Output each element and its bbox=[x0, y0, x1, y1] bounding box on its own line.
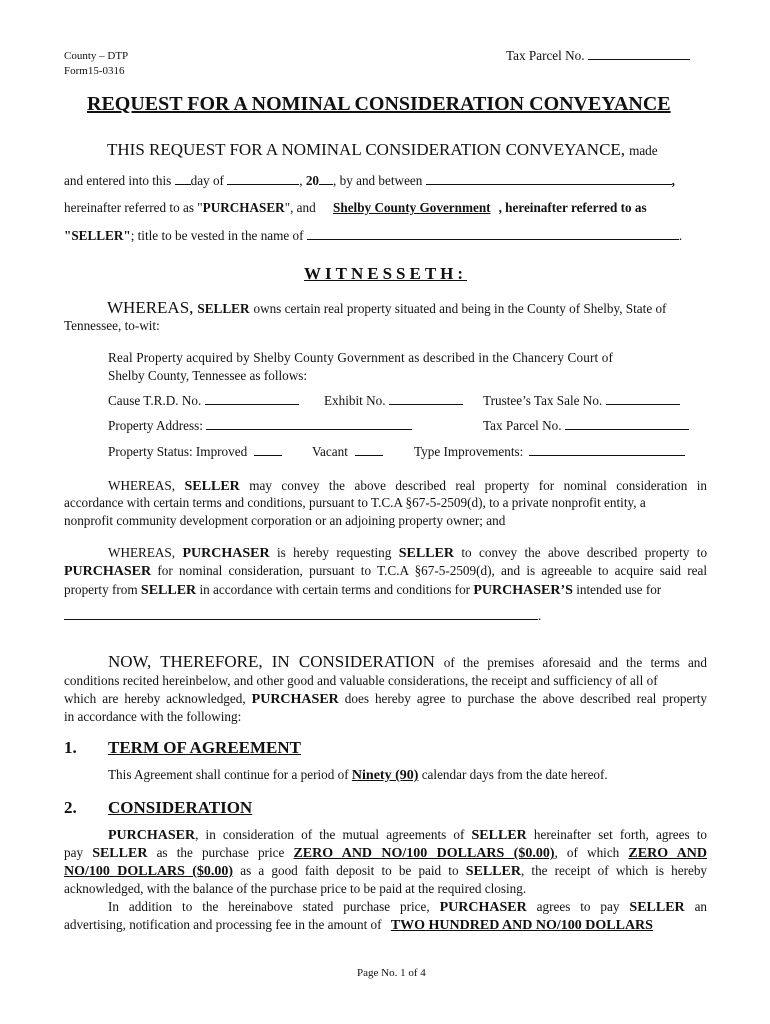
whereas1-line-2: Tennessee, to-wit: bbox=[64, 318, 160, 333]
exhibit-row bbox=[324, 393, 463, 409]
section2-line-2 bbox=[64, 845, 707, 862]
whereas3-purchasers: PURCHASER’S bbox=[473, 583, 573, 598]
intro-hereinafter: hereinafter referred to as " bbox=[64, 200, 203, 215]
purchase-price: ZERO AND NO/100 DOLLARS ($0.00) bbox=[293, 846, 555, 861]
section2-p1-b: hereinafter set forth, agrees to bbox=[533, 827, 708, 842]
intro-line-2: and entered into this day of , 20 , by and between , bbox=[64, 173, 675, 188]
whereas2-line-2: accordance with certain terms and conditions, pursuant to T.C.A §67-5-2509(d), to a private nonprofit entity, a bbox=[64, 495, 646, 510]
whereas3-purchaser: PURCHASER bbox=[182, 546, 270, 561]
now-therefore-line3-a: which are hereby acknowledged, bbox=[64, 691, 246, 706]
whereas3-line-3 bbox=[64, 582, 661, 599]
whereas3-line-2 bbox=[64, 563, 707, 580]
section2-p2-c: an bbox=[694, 899, 708, 914]
parcel-field[interactable] bbox=[565, 418, 689, 430]
section2-line-5 bbox=[108, 899, 707, 916]
whereas3-text1: is hereby requesting bbox=[276, 545, 392, 560]
witnesseth-heading: WITNESSETH: bbox=[304, 264, 468, 283]
now-therefore-rest: of the premises aforesaid and the terms and bbox=[443, 655, 707, 670]
section2-seller2: SELLER bbox=[92, 846, 148, 861]
cause-label: Cause T.R.D. No. bbox=[108, 393, 202, 408]
whereas3-seller2: SELLER bbox=[140, 583, 197, 598]
intro-entered-into: and entered into this bbox=[64, 173, 172, 188]
improvements-row bbox=[414, 444, 685, 460]
month-field[interactable] bbox=[227, 173, 299, 185]
section2-heading: CONSIDERATION bbox=[108, 798, 253, 817]
section2-purchaser: PURCHASER bbox=[108, 828, 196, 843]
page-number: Page No. 1 of 4 bbox=[357, 967, 426, 979]
whereas3-line-1 bbox=[108, 545, 707, 562]
section2-seller: SELLER bbox=[471, 828, 527, 843]
year-field[interactable] bbox=[319, 173, 333, 185]
header-tax-parcel bbox=[506, 47, 690, 64]
address-row bbox=[108, 418, 412, 434]
whereas3-lead: WHEREAS, bbox=[108, 545, 176, 560]
intro-title-vested: ; title to be vested in the name of bbox=[130, 228, 304, 243]
section1-heading: TERM OF AGREEMENT bbox=[108, 738, 301, 757]
whereas3-line3-b: in accordance with certain terms and conditions for bbox=[199, 582, 471, 597]
exhibit-label: Exhibit No. bbox=[324, 393, 386, 408]
section2-p1-a: , in consideration of the mutual agreements of bbox=[195, 827, 465, 842]
title-vested-name-field[interactable] bbox=[307, 228, 679, 240]
section2-pay: pay bbox=[64, 845, 84, 860]
vacant-label: Vacant bbox=[312, 444, 348, 459]
intro-seller-quote: "SELLER" bbox=[64, 228, 131, 243]
whereas3-line3-a: property from bbox=[64, 582, 138, 597]
parcel-label: Tax Parcel No. bbox=[483, 418, 562, 433]
whereas3-text2: to convey the above described property to bbox=[461, 545, 708, 560]
intro-line-3 bbox=[64, 200, 647, 216]
section2-as-price: as the purchase price bbox=[156, 845, 285, 860]
section2-seller3: SELLER bbox=[465, 864, 521, 879]
trustee-label: Trustee’s Tax Sale No. bbox=[483, 393, 603, 408]
purchaser-name-field[interactable] bbox=[426, 173, 672, 185]
intended-use-field[interactable] bbox=[64, 608, 538, 620]
whereas1-rest: owns certain real property situated and being in the County of Shelby, State of bbox=[253, 301, 667, 316]
whereas1-line-1 bbox=[107, 298, 666, 318]
cause-field[interactable] bbox=[205, 393, 299, 405]
whereas2-lead: WHEREAS, bbox=[108, 478, 176, 493]
section2-p2-a: In addition to the hereinabove stated purchase price, bbox=[108, 899, 430, 914]
status-row bbox=[108, 444, 282, 460]
section2-fee-text: advertising, notification and processing fee in the amount of bbox=[64, 917, 382, 932]
whereas3-line2-rest: for nominal consideration, pursuant to T.C.A §67-5-2509(d), and is agreeable to acquire said real bbox=[157, 563, 707, 578]
section2-deposit-text: as a good faith deposit to be paid to bbox=[240, 863, 459, 878]
section2-line-1 bbox=[108, 827, 707, 844]
whereas2-seller: SELLER bbox=[184, 479, 240, 494]
cause-row bbox=[108, 393, 299, 409]
section2-deposit-text2: , the receipt of which is hereby bbox=[520, 863, 708, 878]
deposit-amount-part1: ZERO AND bbox=[628, 846, 707, 861]
seller-name: Shelby County Government bbox=[333, 200, 491, 215]
section2-line-4: acknowledged, with the balance of the purchase price to be paid at the required closing. bbox=[64, 881, 527, 896]
property-desc-line-2: Shelby County, Tennessee as follows: bbox=[108, 368, 308, 383]
section2-line-3 bbox=[64, 863, 707, 880]
trustee-field[interactable] bbox=[606, 393, 680, 405]
intro-hereinafter-2: , hereinafter referred to as bbox=[498, 200, 647, 215]
header-tax-parcel-field[interactable] bbox=[588, 47, 690, 60]
header-tax-parcel-label: Tax Parcel No. bbox=[506, 48, 585, 63]
section2-seller4: SELLER bbox=[629, 900, 685, 915]
form-number: Form15-0316 bbox=[64, 65, 125, 77]
improved-field[interactable] bbox=[254, 444, 282, 456]
now-therefore-line-3 bbox=[64, 691, 707, 708]
whereas3-purchaser2: PURCHASER bbox=[64, 564, 152, 579]
whereas3-line3-c: intended use for bbox=[576, 582, 662, 597]
property-desc-line-1: Real Property acquired by Shelby County Government as described in the Chancery Court of bbox=[108, 350, 614, 365]
exhibit-field[interactable] bbox=[389, 393, 463, 405]
now-therefore-lead: NOW, THEREFORE, IN CONSIDERATION bbox=[108, 652, 435, 671]
intro-line-4: "SELLER"; title to be vested in the name of . bbox=[64, 228, 683, 243]
day-field[interactable] bbox=[175, 173, 191, 185]
now-therefore-line-2: conditions recited hereinbelow, and other good and valuable considerations, the receipt and sufficiency of all of bbox=[64, 673, 658, 688]
deposit-amount-part2: NO/100 DOLLARS ($0.00) bbox=[64, 864, 234, 879]
section1-number: 1. bbox=[64, 738, 77, 757]
county-code: County – DTP bbox=[64, 50, 129, 62]
section1-text bbox=[108, 767, 608, 784]
section2-line-6 bbox=[64, 917, 653, 934]
section2-p2-b: agrees to pay bbox=[536, 899, 620, 914]
section2-number: 2. bbox=[64, 798, 77, 817]
whereas1-lead: WHEREAS, bbox=[107, 298, 194, 317]
now-therefore-line3-b: does hereby agree to purchase the above described real property bbox=[344, 691, 708, 706]
intended-use-row: . bbox=[64, 608, 541, 624]
section2-of-which: , of which bbox=[554, 845, 620, 860]
whereas2-line-3: nonprofit community development corporation or an adjoining property owner; and bbox=[64, 513, 506, 528]
now-therefore-purchaser: PURCHASER bbox=[251, 692, 339, 707]
intro-year-prefix: 20 bbox=[305, 173, 320, 188]
address-label: Property Address: bbox=[108, 418, 203, 433]
whereas2-line-1 bbox=[108, 478, 707, 495]
whereas1-seller: SELLER bbox=[197, 301, 250, 316]
intro-made: made bbox=[629, 143, 658, 158]
improvements-label: Type Improvements: bbox=[414, 444, 524, 459]
trustee-row bbox=[483, 393, 680, 409]
intro-day-of: day of bbox=[190, 173, 224, 188]
page-title: REQUEST FOR A NOMINAL CONSIDERATION CONVEYANCE bbox=[87, 93, 671, 115]
whereas2-rest: may convey the above described real property for nominal consideration in bbox=[249, 478, 708, 493]
improvements-field[interactable] bbox=[529, 444, 685, 456]
section2-purchaser2: PURCHASER bbox=[439, 900, 527, 915]
now-therefore-line-4: in accordance with the following: bbox=[64, 709, 242, 724]
vacant-row bbox=[312, 444, 383, 460]
address-field[interactable] bbox=[206, 418, 412, 430]
section1-text-a: This Agreement shall continue for a period of bbox=[108, 767, 349, 782]
fee-amount: TWO HUNDRED AND NO/100 DOLLARS bbox=[390, 918, 653, 933]
parcel-row bbox=[483, 418, 689, 434]
intro-and: ", and bbox=[284, 200, 316, 215]
section1-period: Ninety (90) bbox=[351, 768, 419, 783]
intro-by-and-between: , by and between bbox=[333, 173, 423, 188]
intro-lead-caps: THIS REQUEST FOR A NOMINAL CONSIDERATION CONVEYANCE, bbox=[107, 140, 626, 159]
now-therefore-line-1 bbox=[108, 652, 707, 672]
intro-purchaser: PURCHASER bbox=[202, 200, 285, 215]
intro-line-1 bbox=[107, 140, 658, 160]
status-label: Property Status: Improved bbox=[108, 444, 248, 459]
vacant-field[interactable] bbox=[355, 444, 383, 456]
whereas3-seller: SELLER bbox=[398, 546, 454, 561]
section1-text-b: calendar days from the date hereof. bbox=[421, 767, 608, 782]
